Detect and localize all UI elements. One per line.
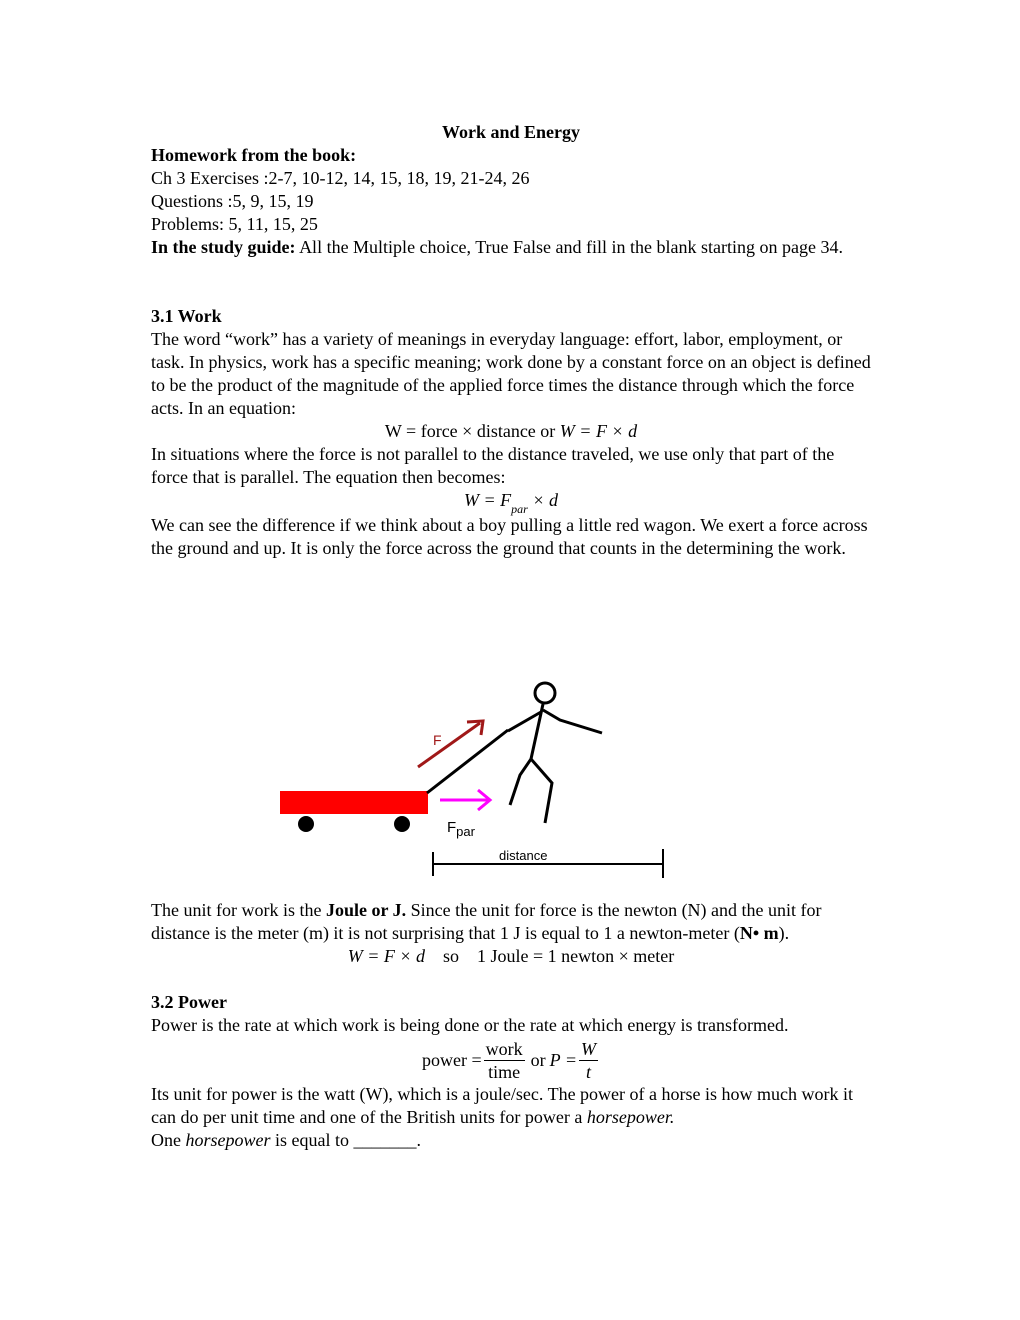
homework-questions: Questions :5, 9, 15, 19 (151, 191, 314, 211)
units-eq-right: 1 Joule = 1 newton × meter (477, 946, 675, 966)
units-text-3: ). (778, 923, 790, 943)
eq2-sub: par (511, 502, 528, 516)
power-equation (151, 1037, 871, 1083)
homework-heading: Homework from the book: (151, 145, 357, 165)
power-paragraph-1: Power is the rate at which work is being done or the rate at which energy is transformed. (151, 1015, 789, 1035)
eq1-symbols: W = F × d (559, 421, 638, 441)
power-fraction-words (484, 1038, 525, 1083)
section-work-heading: 3.1 Work (151, 306, 222, 326)
eq1-words: W = force × distance or (384, 421, 556, 441)
study-guide-label: In the study guide: (151, 237, 296, 257)
person-head (535, 683, 555, 703)
power-text-2: One (151, 1130, 181, 1150)
units-eq-left: W = F × d (347, 946, 425, 966)
wagon-wheel-left (298, 816, 314, 832)
fpar-label (447, 819, 476, 839)
power-eq-label: power = (422, 1049, 482, 1070)
fpar-label-main: F (447, 819, 457, 836)
joule-bold: Joule or J. (325, 900, 407, 920)
power-text-3: is equal to _______. (275, 1130, 421, 1150)
fpar-label-sub: par (456, 824, 475, 839)
person-left-leg (510, 759, 531, 805)
wagon-wheel-right (394, 816, 410, 832)
power-frac-den: time (488, 1061, 521, 1082)
work-equation-2 (151, 489, 871, 514)
eq2-right: × d (532, 490, 558, 510)
units-text-2: Since the unit for force is the newton (N) and the unit for distance is the meter (m) it is not surprising that 1 J is equal to 1 a newton-meter ( (151, 900, 822, 943)
homework-exercises: Ch 3 Exercises :2-7, 10-12, 14, 15, 18, 19, 21-24, 26 (151, 168, 530, 188)
power-text-1: Its unit for power is the watt (W), which is a joule/sec. The power of a horse is how much work it can do per unit time and one of the British units for power a (151, 1084, 853, 1127)
work-paragraph-1: The word “work” has a variety of meanings in everyday language: effort, labor, employment, or task. In physics, work has a specific meaning; work done by a constant force on an object is defined to be the product of the magnitude of the applied force times the distance through which the force acts. In an equation: (151, 329, 871, 418)
units-equation (151, 945, 871, 968)
homework-problems: Problems: 5, 11, 15, 25 (151, 214, 318, 234)
power-fraction-symbols (579, 1038, 598, 1083)
power-frac2-den: t (585, 1061, 591, 1082)
units-text-1: The unit for work is the (151, 900, 322, 920)
page-title: Work and Energy (441, 122, 581, 142)
person-front-arm (508, 712, 541, 731)
power-eq-or: or (530, 1049, 546, 1070)
study-guide-line (151, 236, 871, 259)
force-label: F (433, 732, 442, 748)
power-frac2-num: W (580, 1038, 596, 1059)
section-power-heading: 3.2 Power (151, 992, 227, 1012)
horsepower-italic: horsepower. (586, 1107, 675, 1127)
work-equation-1 (151, 420, 871, 443)
units-eq-so: so (443, 946, 460, 966)
person-right-leg (531, 759, 552, 823)
person-torso (531, 704, 543, 759)
work-paragraph-2: In situations where the force is not parallel to the distance traveled, we use only that part of the force that is parallel. The equation then becomes: (151, 444, 835, 487)
document-page (151, 121, 871, 560)
distance-label: distance (499, 848, 548, 863)
nm-bold: N• m (739, 923, 779, 943)
document-page-lower (151, 899, 871, 1152)
study-guide-text: All the Multiple choice, True False and fill in the blank starting on page 34. (299, 237, 843, 257)
work-paragraph-3: We can see the difference if we think about a boy pulling a little red wagon. We exert a force across the ground and up. It is only the force across the ground that counts in the determining the work. (151, 515, 868, 558)
wagon-body (280, 791, 428, 814)
power-frac-num: work (485, 1038, 523, 1059)
horsepower-italic-2: horsepower (185, 1130, 271, 1150)
person-back-arm (543, 710, 602, 733)
units-paragraph (151, 899, 871, 945)
power-eq-P: P = (549, 1049, 577, 1070)
power-paragraph-2 (151, 1083, 871, 1152)
eq2-left: W = F (464, 490, 512, 510)
wagon-figure (275, 675, 675, 885)
